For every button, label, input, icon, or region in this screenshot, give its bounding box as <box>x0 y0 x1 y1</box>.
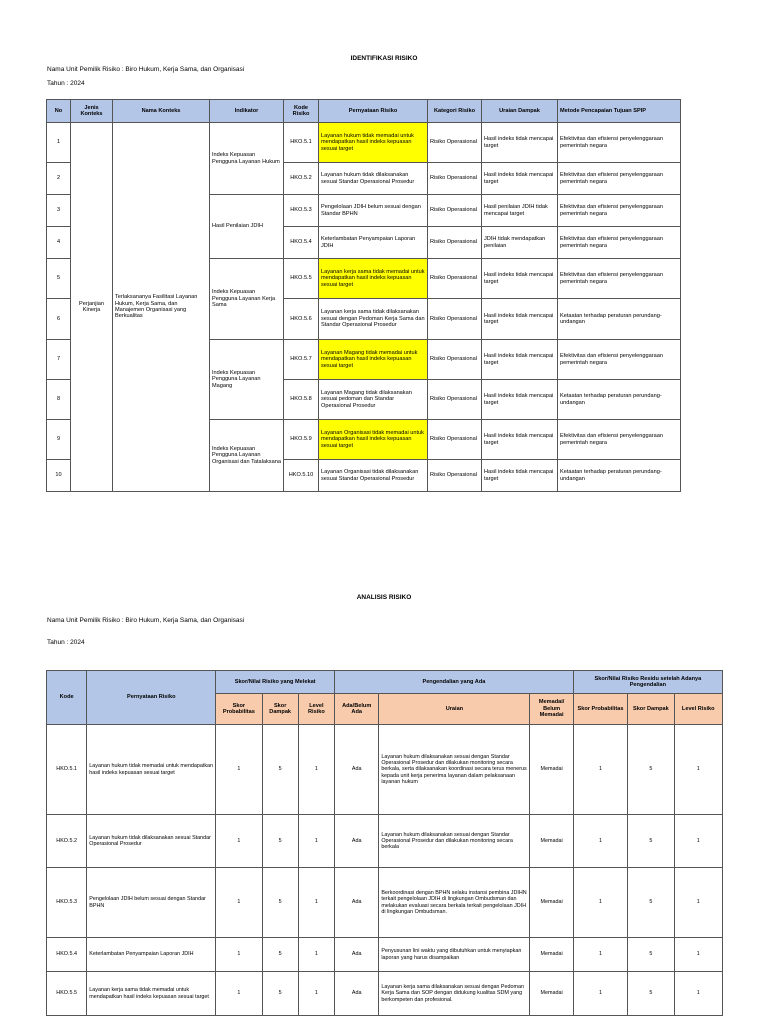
cell-no: 9 <box>47 420 71 460</box>
cell-prob: 1 <box>216 815 262 868</box>
header-residu-dampak: Skor Dampak <box>628 694 674 725</box>
cell-residu-level: 1 <box>674 725 722 815</box>
cell-kode: HKO.5.5 <box>47 972 87 1016</box>
cell-kode: HKO.5.1 <box>284 123 319 163</box>
cell-dampak: JDIH tidak mendapatkan penilaian <box>482 227 558 259</box>
cell-pernyataan: Layanan hukum tidak memadai untuk mendapatkan hasil indeks kepuasan sesuai target <box>319 123 428 163</box>
header-level: Level Risiko <box>298 694 334 725</box>
cell-level: 1 <box>298 725 334 815</box>
cell-level: 1 <box>298 972 334 1016</box>
cell-pernyataan: Layanan kerja sama tidak memadai untuk mendapatkan hasil indeks kepuasan sesuai target <box>87 972 216 1016</box>
cell-indikator: Hasil Penilaian JDIH <box>210 195 284 259</box>
header-residu-level: Level Risiko <box>674 694 722 725</box>
header-dampak: Skor Dampak <box>262 694 298 725</box>
cell-uraian: Penyusunan lini waktu yang dibutuhkan untuk menyiapkan laporan yang harus disampaikan <box>379 938 530 972</box>
header-memadai: Memadai/ Belum Memadai <box>530 694 573 725</box>
cell-dampak: Hasil indeks tidak mencapai target <box>482 380 558 420</box>
header-no: No <box>47 100 71 123</box>
cell-ada: Ada <box>335 725 379 815</box>
cell-metode: Ketaatan terhadap peraturan perundang-undangan <box>558 460 681 492</box>
cell-kode: HKO.5.3 <box>284 195 319 227</box>
cell-residu-dampak: 5 <box>628 725 674 815</box>
table-row <box>47 868 723 938</box>
header-pengendalian: Pengendalian yang Ada <box>335 671 574 694</box>
cell-kode: HKO.5.3 <box>47 868 87 938</box>
cell-metode: Efektivitas dan efisiensi penyelenggaraan pemerintah negara <box>558 259 681 299</box>
cell-ada: Ada <box>335 972 379 1016</box>
header-metode-spip: Metode Pencapaian Tujuan SPIP <box>558 100 681 123</box>
cell-pernyataan: Layanan Magang tidak dilaksanakan sesuai pedoman dan Standar Operasional Prosedur <box>319 380 428 420</box>
identifikasi-header-row <box>47 100 681 123</box>
identifikasi-title: IDENTIFIKASI RISIKO <box>350 55 418 62</box>
cell-ada: Ada <box>335 868 379 938</box>
cell-no: 1 <box>47 123 71 163</box>
cell-metode: Ketaatan terhadap peraturan perundang-undangan <box>558 380 681 420</box>
cell-level: 1 <box>298 815 334 868</box>
cell-indikator: Indeks Kepuasan Pengguna Layanan Hukum <box>210 123 284 195</box>
cell-no: 3 <box>47 195 71 227</box>
cell-residu-level: 1 <box>674 938 722 972</box>
header-ada: Ada/Belum Ada <box>335 694 379 725</box>
table-row <box>47 123 681 163</box>
cell-no: 6 <box>47 299 71 340</box>
cell-kategori: Risiko Operasional <box>428 299 482 340</box>
cell-dampak: Hasil indeks tidak mencapai target <box>482 460 558 492</box>
header-jenis-konteks: Jenis Konteks <box>71 100 113 123</box>
cell-no: 2 <box>47 163 71 195</box>
identifikasi-tahun: Tahun : 2024 <box>47 80 85 87</box>
cell-metode: Efektivitas dan efisiensi penyelenggaraan pemerintah negara <box>558 227 681 259</box>
cell-dampak: Hasil indeks tidak mencapai target <box>482 299 558 340</box>
cell-indikator: Indeks Kepuasan Pengguna Layanan Kerja Sama <box>210 259 284 340</box>
cell-kategori: Risiko Operasional <box>428 195 482 227</box>
cell-pernyataan: Layanan hukum tidak dilaksanakan sesuai Standar Operasional Prosedur <box>319 163 428 195</box>
cell-pernyataan: Pengelolaan JDIH belum sesuai dengan Standar BPHN <box>319 195 428 227</box>
cell-no: 5 <box>47 259 71 299</box>
cell-pernyataan: Layanan hukum tidak memadai untuk mendapatkan hasil indeks kepuasan sesuai target <box>87 725 216 815</box>
identifikasi-table <box>46 99 681 492</box>
cell-kategori: Risiko Operasional <box>428 123 482 163</box>
header-skor-residu: Skor/Nilai Risiko Residu setelah Adanya Pengendalian <box>573 671 722 694</box>
cell-metode: Efektivitas dan efisiensi penyelenggaraan pemerintah negara <box>558 195 681 227</box>
identifikasi-unit: Nama Unit Pemilik Risiko : Biro Hukum, Kerja Sama, dan Organisasi <box>47 66 245 73</box>
cell-dampak: Hasil indeks tidak mencapai target <box>482 123 558 163</box>
header-pernyataan-risiko: Pernyataan Risiko <box>87 671 216 725</box>
cell-uraian: Berkoordinasi dengan BPHN selaku instansi pembina JDIHN terkait pengelolaan JDIH di lingkungan Ombudsman dan melakukan evaluasi secara berkala terkait pengelolaan JDIH di lingkungan Ombudsman. <box>379 868 530 938</box>
cell-residu-prob: 1 <box>573 972 627 1016</box>
cell-pernyataan: Layanan Organisasi tidak dilaksanakan sesuai Standar Operasional Prosedur <box>319 460 428 492</box>
cell-residu-prob: 1 <box>573 815 627 868</box>
cell-metode: Ketaatan terhadap peraturan perundang-undangan <box>558 299 681 340</box>
cell-kode: HKO.5.1 <box>47 725 87 815</box>
cell-memadai: Memadai <box>530 972 573 1016</box>
cell-residu-level: 1 <box>674 972 722 1016</box>
cell-kategori: Risiko Operasional <box>428 227 482 259</box>
table-row <box>47 815 723 868</box>
cell-residu-level: 1 <box>674 868 722 938</box>
cell-ada: Ada <box>335 938 379 972</box>
header-pernyataan-risiko: Pernyataan Risiko <box>319 100 428 123</box>
analisis-header-row <box>47 671 723 694</box>
cell-indikator: Indeks Kepuasan Pengguna Layanan Organisasi dan Tatalaksana <box>210 420 284 492</box>
cell-memadai: Memadai <box>530 815 573 868</box>
analisis-tahun: Tahun : 2024 <box>47 639 85 646</box>
cell-kode: HKO.5.8 <box>284 380 319 420</box>
cell-level: 1 <box>298 868 334 938</box>
header-uraian: Uraian <box>379 694 530 725</box>
cell-uraian: Layanan kerja sama dilaksanakan sesuai dengan Pedoman Kerja Sama dan SOP dengan didukung kualitas SDM yang berkompeten dan profesional. <box>379 972 530 1016</box>
analisis-unit: Nama Unit Pemilik Risiko : Biro Hukum, Kerja Sama, dan Organisasi <box>47 617 245 624</box>
table-row <box>47 972 723 1016</box>
cell-pernyataan: Layanan Organisasi tidak memadai untuk mendapatkan hasil indeks kepuasan sesuai target <box>319 420 428 460</box>
cell-prob: 1 <box>216 725 262 815</box>
cell-memadai: Memadai <box>530 938 573 972</box>
cell-pernyataan: Layanan hukum tidak dilaksanakan sesuai Standar Operasional Prosedur <box>87 815 216 868</box>
cell-residu-dampak: 5 <box>628 938 674 972</box>
cell-pernyataan: Layanan kerja sama tidak dilaksanakan sesuai dengan Pedoman Kerja Sama dan Standar Operasional Prosedur <box>319 299 428 340</box>
cell-nama-konteks: Terlaksananya Fasilitasi Layanan Hukum, Kerja Sama, dan Manajemen Organisasi yang Berkualitas <box>113 123 210 492</box>
cell-dampak: 5 <box>262 815 298 868</box>
cell-residu-prob: 1 <box>573 725 627 815</box>
cell-prob: 1 <box>216 972 262 1016</box>
cell-kode: HKO.5.10 <box>284 460 319 492</box>
cell-kode: HKO.5.7 <box>284 340 319 380</box>
cell-kode: HKO.5.4 <box>284 227 319 259</box>
header-indikator: Indikator <box>210 100 284 123</box>
cell-residu-dampak: 5 <box>628 815 674 868</box>
cell-pernyataan: Pengelolaan JDIH belum sesuai dengan Standar BPHN <box>87 868 216 938</box>
cell-pernyataan: Keterlambatan Penyampaian Laporan JDIH <box>87 938 216 972</box>
cell-pernyataan: Layanan kerja sama tidak memadai untuk mendapatkan hasil indeks kepuasan sesuai target <box>319 259 428 299</box>
cell-pernyataan: Layanan Magang tidak memadai untuk mendapatkan hasil indeks kepuasan sesuai target <box>319 340 428 380</box>
cell-kode: HKO.5.4 <box>47 938 87 972</box>
cell-kategori: Risiko Operasional <box>428 460 482 492</box>
cell-kategori: Risiko Operasional <box>428 163 482 195</box>
cell-residu-prob: 1 <box>573 868 627 938</box>
cell-no: 4 <box>47 227 71 259</box>
cell-dampak: 5 <box>262 972 298 1016</box>
table-row <box>47 938 723 972</box>
cell-kode: HKO.5.2 <box>284 163 319 195</box>
cell-no: 8 <box>47 380 71 420</box>
table-row <box>47 725 723 815</box>
cell-metode: Efektivitas dan efisiensi penyelenggaraan pemerintah negara <box>558 340 681 380</box>
cell-dampak: 5 <box>262 938 298 972</box>
cell-memadai: Memadai <box>530 868 573 938</box>
cell-dampak: Hasil indeks tidak mencapai target <box>482 163 558 195</box>
cell-dampak: Hasil indeks tidak mencapai target <box>482 340 558 380</box>
header-uraian-dampak: Uraian Dampak <box>482 100 558 123</box>
cell-kode: HKO.5.9 <box>284 420 319 460</box>
cell-no: 7 <box>47 340 71 380</box>
cell-dampak: Hasil indeks tidak mencapai target <box>482 259 558 299</box>
cell-level: 1 <box>298 938 334 972</box>
cell-kategori: Risiko Operasional <box>428 420 482 460</box>
cell-memadai: Memadai <box>530 725 573 815</box>
header-kategori-risiko: Kategori Risiko <box>428 100 482 123</box>
cell-kategori: Risiko Operasional <box>428 340 482 380</box>
cell-kode: HKO.5.5 <box>284 259 319 299</box>
cell-kode: HKO.5.2 <box>47 815 87 868</box>
header-prob: Skor Probabilitas <box>216 694 262 725</box>
cell-dampak: Hasil penilaian JDIH tidak mencapai target <box>482 195 558 227</box>
cell-kategori: Risiko Operasional <box>428 259 482 299</box>
cell-residu-level: 1 <box>674 815 722 868</box>
cell-residu-dampak: 5 <box>628 972 674 1016</box>
cell-residu-prob: 1 <box>573 938 627 972</box>
cell-residu-dampak: 5 <box>628 868 674 938</box>
cell-dampak: 5 <box>262 725 298 815</box>
header-nama-konteks: Nama Konteks <box>113 100 210 123</box>
header-kode-risiko: Kode Risiko <box>284 100 319 123</box>
cell-kategori: Risiko Operasional <box>428 380 482 420</box>
cell-dampak: 5 <box>262 868 298 938</box>
header-residu-prob: Skor Probabilitas <box>573 694 627 725</box>
cell-uraian: Layanan hukum dilaksanakan sesuai dengan Standar Operasional Prosedur dan dilakukan monitoring secara berkala, serta dilaksanakan koordinasi secara terus menerus kepada unit kerja penerima layanan dalam pelaksanaan layanan hukum <box>379 725 530 815</box>
cell-jenis-konteks: Perjanjian Kinerja <box>71 123 113 492</box>
cell-uraian: Layanan hukum dilaksanakan sesuai dengan Standar Operasional Prosedur dan dilakukan monitoring secara berkala <box>379 815 530 868</box>
cell-metode: Efektivitas dan efisiensi penyelenggaraan pemerintah negara <box>558 420 681 460</box>
cell-pernyataan: Keterlambatan Penyampaian Laporan JDIH <box>319 227 428 259</box>
header-kode: Kode <box>47 671 87 725</box>
cell-metode: Efektivitas dan efisiensi penyelenggaraan pemerintah negara <box>558 123 681 163</box>
cell-indikator: Indeks Kepuasan Pengguna Layanan Magang <box>210 340 284 420</box>
cell-prob: 1 <box>216 938 262 972</box>
analisis-table <box>46 670 723 1016</box>
cell-ada: Ada <box>335 815 379 868</box>
cell-metode: Efektivitas dan efisiensi penyelenggaraan pemerintah negara <box>558 163 681 195</box>
cell-kode: HKO.5.6 <box>284 299 319 340</box>
analisis-title: ANALISIS RISIKO <box>356 594 412 601</box>
cell-prob: 1 <box>216 868 262 938</box>
cell-dampak: Hasil indeks tidak mencapai target <box>482 420 558 460</box>
cell-no: 10 <box>47 460 71 492</box>
header-skor-melekat: Skor/Nilai Risiko yang Melekat <box>216 671 335 694</box>
